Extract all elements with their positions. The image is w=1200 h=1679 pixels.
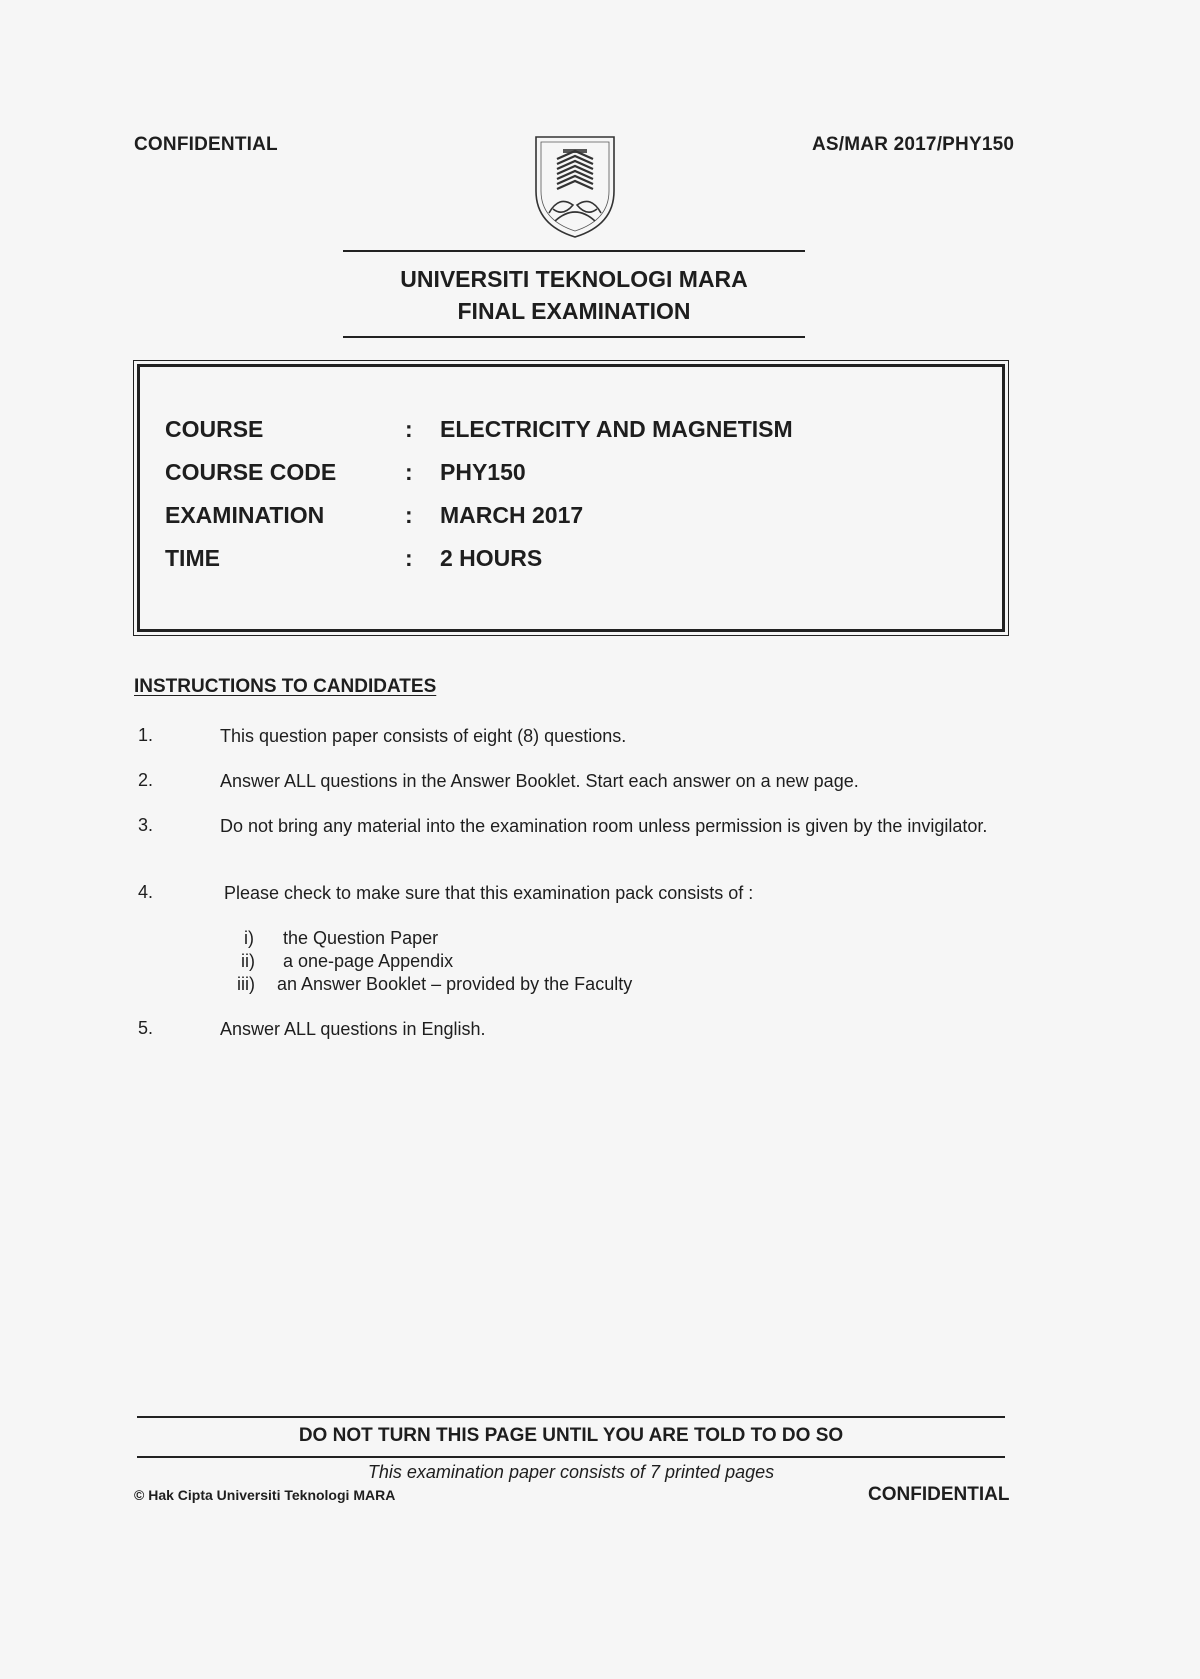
course-code-label: COURSE CODE bbox=[165, 459, 337, 485]
subitem-number: ii) bbox=[241, 951, 255, 971]
subitem-number: i) bbox=[244, 928, 254, 948]
course-label: COURSE bbox=[165, 416, 264, 442]
time-value: 2 HOURS bbox=[440, 545, 543, 571]
examination-separator: : bbox=[405, 502, 413, 528]
subitem-text: the Question Paper bbox=[283, 928, 439, 948]
do-not-turn-warning: DO NOT TURN THIS PAGE UNTIL YOU ARE TOLD TO DO SO bbox=[298, 1425, 844, 1446]
instruction-text: Do not bring any material into the examination room unless permission is given by the invigilator. bbox=[220, 816, 988, 836]
confidential-label-top: CONFIDENTIAL bbox=[134, 134, 278, 155]
footer-rule-top bbox=[137, 1416, 1005, 1418]
page-count-note: This examination paper consists of 7 printed pages bbox=[367, 1462, 775, 1482]
instruction-number: 1. bbox=[138, 725, 154, 745]
instruction-text: Answer ALL questions in English. bbox=[220, 1019, 486, 1039]
exam-reference-code: AS/MAR 2017/PHY150 bbox=[812, 134, 1015, 155]
instruction-number: 4. bbox=[138, 882, 154, 902]
instructions-heading: INSTRUCTIONS TO CANDIDATES bbox=[134, 676, 437, 697]
examination-value: MARCH 2017 bbox=[440, 502, 584, 528]
course-details-box bbox=[137, 364, 1005, 632]
examination-label: EXAMINATION bbox=[165, 502, 325, 528]
course-code-separator: : bbox=[405, 459, 413, 485]
title-rule-bottom bbox=[343, 336, 805, 338]
course-code-value: PHY150 bbox=[440, 459, 526, 485]
course-value: ELECTRICITY AND MAGNETISM bbox=[440, 416, 793, 442]
subitem-number: iii) bbox=[237, 974, 255, 994]
uitm-crest-icon bbox=[533, 133, 617, 239]
instruction-text: This question paper consists of eight (8) questions. bbox=[220, 726, 627, 746]
footer-rule-bottom bbox=[137, 1456, 1005, 1458]
title-rule-top bbox=[343, 250, 805, 252]
time-label: TIME bbox=[165, 545, 220, 571]
copyright-notice: © Hak Cipta Universiti Teknologi MARA bbox=[134, 1487, 396, 1503]
instruction-number: 5. bbox=[138, 1018, 154, 1038]
instruction-number: 2. bbox=[138, 770, 154, 790]
exam-type: FINAL EXAMINATION bbox=[457, 298, 691, 324]
time-separator: : bbox=[405, 545, 413, 571]
course-separator: : bbox=[405, 416, 413, 442]
subitem-text: a one-page Appendix bbox=[283, 951, 454, 971]
confidential-label-bottom: CONFIDENTIAL bbox=[868, 1484, 1010, 1505]
university-name: UNIVERSITI TEKNOLOGI MARA bbox=[400, 266, 748, 292]
instruction-text: Please check to make sure that this examination pack consists of : bbox=[224, 883, 754, 903]
instruction-number: 3. bbox=[138, 815, 154, 835]
instruction-text: Answer ALL questions in the Answer Booklet. Start each answer on a new page. bbox=[220, 771, 859, 791]
subitem-text: an Answer Booklet – provided by the Faculty bbox=[277, 974, 633, 994]
